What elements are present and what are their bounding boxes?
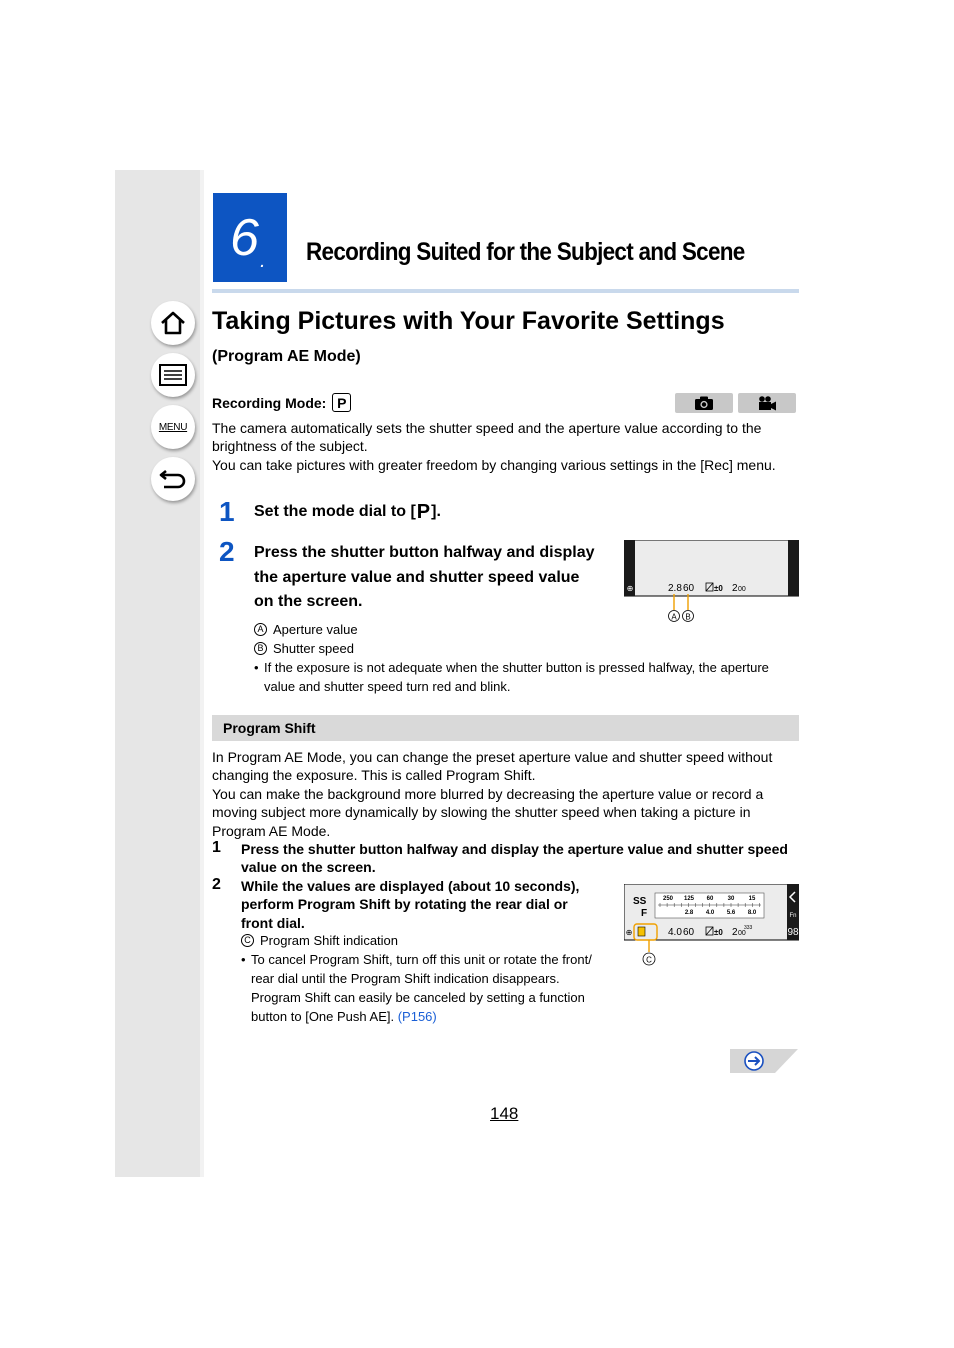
f-scale-label: 2.8 xyxy=(684,910,694,916)
program-shift-header xyxy=(212,715,799,741)
step-1-text-before: Set the mode dial to [ xyxy=(254,503,416,520)
legend-b-text: Shutter speed xyxy=(273,641,354,656)
shift-step-1-text: Press the shutter button halfway and display the aperture value and shutter speed value on the screen. xyxy=(241,841,788,876)
contents-button[interactable] xyxy=(151,353,195,397)
cancel-note-bullet: • xyxy=(241,952,246,967)
exposure-note xyxy=(264,658,804,696)
video-mode-tab[interactable] xyxy=(738,393,796,413)
program-shift-paragraph-1: In Program AE Mode, you can change the preset aperture value and shutter speed without changing the exposure. This is called Program Shift. xyxy=(212,749,773,784)
screen1-callout-a: A xyxy=(671,612,677,622)
step-2-line-3: on the screen. xyxy=(254,593,363,610)
back-arrow-icon xyxy=(158,466,188,492)
chapter-divider xyxy=(212,289,799,293)
step-2-number: 2 xyxy=(219,536,235,567)
next-page-button[interactable] xyxy=(730,1049,798,1073)
screen2-ss-label: SS xyxy=(633,896,647,907)
cancel-note xyxy=(251,950,621,1026)
step-2-line-2: the aperture value and shutter speed value xyxy=(254,568,580,586)
shift-step-2-text xyxy=(241,877,579,932)
legend-c xyxy=(241,933,398,948)
chapter-number: 6 xyxy=(230,209,259,267)
camera-screen-basic xyxy=(624,540,799,628)
f-scale-label: 8.0 xyxy=(747,910,757,916)
legend-b-mark: B xyxy=(254,642,267,655)
screen1-count-small: 00 xyxy=(738,586,746,593)
intro-paragraph-1: The camera automatically sets the shutter speed and the aperture value according to the brightness of the subject. xyxy=(212,420,762,455)
cancel-note-line-4 xyxy=(251,1007,621,1026)
screen1-shutter: 60 xyxy=(683,583,695,594)
mode-p-symbol: P xyxy=(416,501,431,523)
screen1-callout-b: B xyxy=(685,612,691,622)
cancel-note-line-3: Program Shift can easily be canceled by setting a function xyxy=(251,990,585,1005)
step-2-text xyxy=(254,541,595,615)
ss-scale-label: 250 xyxy=(662,896,674,902)
legend-a xyxy=(254,622,358,637)
shift-step-1-number: 1 xyxy=(212,839,221,856)
f-scale-label: 5.6 xyxy=(726,910,736,916)
page-title: Taking Pictures with Your Favorite Settings xyxy=(212,307,725,335)
menu-label: MENU xyxy=(158,421,188,433)
page-number: 148 xyxy=(490,1104,519,1123)
screen2-count-small: 00 xyxy=(738,930,746,937)
screen2-ev: ±0 xyxy=(714,928,723,937)
exposure-note-line-2: value and shutter speed turn red and blink. xyxy=(264,679,511,694)
p156-link[interactable]: (P156) xyxy=(397,1009,437,1024)
movie-camera-icon xyxy=(757,395,777,411)
back-button[interactable] xyxy=(151,457,195,501)
ss-scale-label: 15 xyxy=(748,896,756,902)
svg-text:⊕: ⊕ xyxy=(626,584,634,593)
shift-step-2-line-1: While the values are displayed (about 10 seconds), xyxy=(241,878,580,894)
screen2-count-sup: 333 xyxy=(744,925,753,931)
intro-paragraph-2: You can take pictures with greater freedom by changing various settings in the [Rec] menu. xyxy=(212,457,776,473)
camera-screen-program-shift xyxy=(624,884,799,970)
legend-a-text: Aperture value xyxy=(273,622,358,637)
photo-mode-tab[interactable] xyxy=(675,393,733,413)
cancel-note-line-2: rear dial until the Program Shift indication disappears. xyxy=(251,971,560,986)
home-icon xyxy=(159,309,187,337)
screen1-aperture: 2.8 xyxy=(668,583,682,594)
cancel-note-line-4-text: button to [One Push AE]. xyxy=(251,1009,398,1024)
chapter-dot: . xyxy=(260,250,266,272)
cancel-note-line-1: To cancel Program Shift, turn off this unit or rotate the front/ xyxy=(251,952,592,967)
chapter-title: Recording Suited for the Subject and Scene xyxy=(306,238,745,266)
list-icon xyxy=(158,363,188,387)
legend-a-mark: A xyxy=(254,623,267,636)
screen2-aperture: 4.0 xyxy=(668,927,682,938)
program-shift-heading: Program Shift xyxy=(223,720,316,736)
legend-b xyxy=(254,641,354,656)
f-scale-label: 4.0 xyxy=(705,910,715,916)
step-2-line-1: Press the shutter button halfway and display xyxy=(254,544,595,561)
shift-step-2-number: 2 xyxy=(212,876,221,893)
ss-scale-label: 30 xyxy=(727,896,735,902)
recording-mode xyxy=(212,393,351,412)
step-1-text xyxy=(254,500,441,525)
shift-step-2-line-3: front dial. xyxy=(241,914,305,931)
svg-text:⊕: ⊕ xyxy=(625,928,633,937)
screen2-fn-label: Fn xyxy=(789,913,797,919)
exposure-note-line-1: If the exposure is not adequate when the shutter button is pressed halfway, the aperture xyxy=(264,660,769,675)
menu-button[interactable] xyxy=(151,405,195,449)
camera-icon xyxy=(694,395,714,411)
program-shift-paragraph-2: You can make the background more blurred by decreasing the aperture value or record a moving subject more dynamically by slowing the shutter speed when taking a picture in Program AE Mode. xyxy=(212,786,764,839)
recording-mode-label: Recording Mode: xyxy=(212,394,327,411)
screen2-right-num: 98 xyxy=(787,927,799,938)
page-subtitle: (Program AE Mode) xyxy=(212,348,361,365)
ss-scale-label: 60 xyxy=(706,896,714,902)
screen2-shutter: 60 xyxy=(683,927,695,938)
step-1-number: 1 xyxy=(219,496,235,527)
ss-scale-label: 125 xyxy=(683,896,695,902)
legend-c-text: Program Shift indication xyxy=(260,933,399,948)
mode-p-badge: P xyxy=(332,393,351,412)
screen2-f-label: F xyxy=(641,908,648,919)
screen1-count: 2 xyxy=(732,583,738,594)
screen1-ev: ±0 xyxy=(714,584,723,593)
sidebar-edge xyxy=(200,170,204,1177)
step-1-text-after: ]. xyxy=(431,503,441,520)
screen2-callout-c: C xyxy=(646,955,652,965)
exposure-note-bullet: • xyxy=(254,660,259,675)
screen2-count: 2 xyxy=(732,927,738,938)
legend-c-mark: C xyxy=(241,934,254,947)
shift-step-2-line-2: perform Program Shift by rotating the rear dial or xyxy=(241,896,568,913)
home-button[interactable] xyxy=(151,301,195,345)
